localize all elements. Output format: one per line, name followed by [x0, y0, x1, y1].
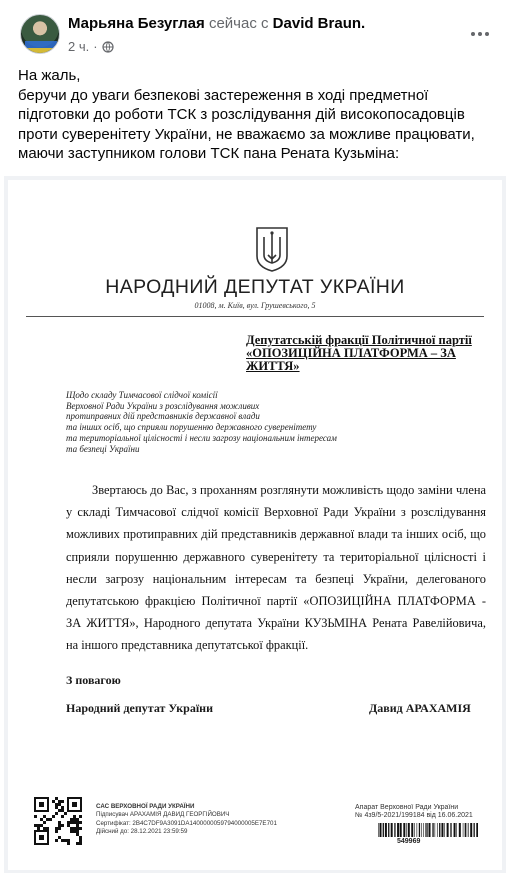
meta-separator: · [93, 39, 98, 54]
signer-name: Давид АРАХАМІЯ [369, 701, 471, 715]
dot-icon [485, 32, 489, 36]
qr-module [55, 806, 58, 809]
post-image[interactable] [4, 176, 506, 873]
flag-frame-icon [25, 41, 57, 54]
letter-body [66, 479, 486, 657]
barcode-bar [394, 823, 395, 837]
qr-module [34, 824, 37, 827]
qr-module [55, 803, 58, 806]
barcode-bar [459, 823, 461, 837]
recipient-line: ЖИТТЯ» [246, 359, 300, 373]
qr-module [64, 812, 67, 815]
qr-module [79, 815, 82, 818]
barcode-bar [441, 823, 443, 837]
barcode-bar [463, 823, 464, 837]
barcode-bar [470, 823, 472, 837]
barcode-bar [444, 823, 445, 837]
qr-module [76, 824, 79, 827]
qr-module [79, 839, 82, 842]
co-author-link[interactable]: David Braun [272, 15, 362, 32]
qr-module [58, 800, 61, 803]
letter-document [8, 180, 502, 870]
qr-module [76, 830, 79, 833]
qr-module [43, 827, 46, 830]
qr-module [55, 839, 58, 842]
signer-role: Народний депутат України [66, 701, 213, 715]
dot-icon [478, 32, 482, 36]
qr-module [61, 809, 64, 812]
barcode-bar [439, 823, 440, 837]
regards: З повагою [66, 673, 121, 687]
subject-line: Щодо складу Тимчасової слідчої комісії [66, 390, 218, 400]
barcode-bar [425, 823, 426, 837]
author-line [68, 15, 365, 32]
qr-module [55, 827, 58, 830]
barcode-bar [397, 823, 399, 837]
qr-module [61, 800, 64, 803]
barcode-bar [450, 823, 451, 837]
qr-module [58, 824, 61, 827]
barcode-bar [468, 823, 469, 837]
qr-module [49, 818, 52, 821]
barcode-bar [406, 823, 407, 837]
qr-module [73, 830, 76, 833]
recipient-block [246, 334, 486, 373]
subject-block [66, 390, 386, 454]
subject-line: Верховної Ради України з розслідування можливих [66, 400, 260, 411]
qr-module [61, 815, 64, 818]
registration-number: № 4з9/5-2021/199184 від 16.06.2021 [355, 812, 473, 820]
barcode-bar [388, 823, 389, 837]
author-name-link[interactable]: Марьяна Безуглая [68, 15, 205, 32]
qr-module [76, 827, 79, 830]
qr-module [73, 818, 76, 821]
barcode-bar [454, 823, 456, 837]
letter-body-text: Звертаюсь до Вас, з проханням розглянути можливість щодо заміни члена у складі Тимчасової слідчої комісії Верховної Ради України з розслідування можливих протиправних дій представників державної влади та інших осіб, що сприяли порушенню державного суверенітету та територіальної цілісності і несли загрозу національним інтересам та безпеці України, делегованого депутатською фракцією Політичної партії «ОПОЗИЦІЙНА ПЛАТФОРМА - ЗА ЖИТТЯ», Народного депутата України КУЗЬМІНА Рената Равелійовича, на іншого представника депутатської фракції. [66, 483, 486, 653]
qr-module [67, 824, 70, 827]
qr-module [73, 821, 76, 824]
qr-module [55, 812, 58, 815]
qr-module [46, 827, 49, 830]
signature-signer: Підписувач АРАХАМІЯ ДАВИД ГЕОРГІЙОВИЧ [96, 811, 230, 819]
trident-icon [254, 225, 290, 273]
qr-module [58, 836, 61, 839]
qr-module [76, 818, 79, 821]
barcode-bar [419, 823, 420, 837]
qr-module [58, 821, 61, 824]
qr-module [43, 821, 46, 824]
qr-module [70, 830, 73, 833]
barcode-bar [383, 823, 384, 837]
barcode-bar [476, 823, 478, 837]
post-timestamp-link[interactable]: 2 ч. [68, 39, 90, 54]
letter-address: 01008, м. Київ, вул. Грушевського, 5 [194, 301, 316, 310]
qr-module [46, 818, 49, 821]
barcode-bar [465, 823, 466, 837]
barcode-bar [456, 823, 457, 837]
barcode-bar [429, 823, 431, 837]
qr-module [52, 815, 55, 818]
registration-block [355, 804, 485, 821]
qr-module [58, 803, 61, 806]
post-header [0, 0, 510, 62]
qr-module [61, 839, 64, 842]
subject-line: протиправних дій представників державної влади [66, 411, 260, 422]
qr-module [79, 842, 82, 845]
qr-module [79, 821, 82, 824]
barcode-bar [408, 823, 410, 837]
post-paragraph: беручи до уваги безпекові застереження в ході предметної підготовки до роботи ТСК з розслідування дій високопосадовців проти суверенітету України, не вважаємо за можливе працювати, маючи заступником голови ТСК пана Рената Кузьміна: [18, 86, 475, 162]
barcode-bar [411, 823, 413, 837]
qr-module [40, 824, 43, 827]
more-options-button[interactable] [466, 20, 494, 48]
qr-module [55, 797, 58, 800]
dot-icon [471, 32, 475, 36]
digital-signature-block [96, 803, 306, 836]
qr-module [40, 818, 43, 821]
barcode-bar [467, 823, 468, 837]
barcode-bar [426, 823, 427, 837]
barcode-bar [421, 823, 422, 837]
barcode-bar [474, 823, 475, 837]
barcode-bar [403, 823, 405, 837]
barcode-bar [435, 823, 436, 837]
barcode-bar [400, 823, 402, 837]
qr-module [64, 839, 67, 842]
qr-module [52, 800, 55, 803]
barcode-bar [380, 823, 382, 837]
qr-module [76, 833, 79, 836]
qr-module [70, 827, 73, 830]
signature-valid-until: Дійсний до: 28.12.2021 23:59:59 [96, 827, 188, 835]
subject-line: та інших осіб, що сприяли порушенню державного суверенітету [66, 422, 317, 433]
qr-module [61, 806, 64, 809]
barcode-bar [385, 823, 387, 837]
qr-module [67, 821, 70, 824]
qr-module [70, 818, 73, 821]
signature-certificate: Сертифікат: 2B4C7DF9A3091DA1400000059794000005E7E701 [96, 819, 277, 827]
qr-module [58, 827, 61, 830]
barcode-bar [414, 823, 415, 837]
recipient-line: «ОПОЗИЦІЙНА ПЛАТФОРМА – ЗА [246, 346, 456, 360]
barcode-bar [432, 823, 433, 837]
subject-line: та територіальної цілісності і несли загрозу національним інтересам [66, 432, 337, 443]
barcode-bar [417, 823, 418, 837]
qr-code-icon [34, 797, 82, 845]
qr-module [73, 815, 76, 818]
barcode-bar [423, 823, 424, 837]
barcode-bar [447, 823, 449, 837]
qr-module [79, 836, 82, 839]
post-paragraph: На жаль, [18, 67, 81, 84]
post-text [18, 66, 498, 164]
qr-module [79, 827, 82, 830]
qr-module [67, 842, 70, 845]
qr-module [73, 827, 76, 830]
barcode-bar [437, 823, 438, 837]
qr-module [61, 824, 64, 827]
qr-module [58, 809, 61, 812]
header-divider [26, 316, 484, 317]
qr-module [70, 821, 73, 824]
subject-line: та безпеці України [66, 443, 140, 454]
qr-module [67, 839, 70, 842]
post-meta [68, 39, 114, 54]
signature-title: САС ВЕРХОВНОЇ РАДИ УКРАЇНИ [96, 803, 195, 810]
barcode-number: 549969 [397, 838, 421, 845]
globe-icon[interactable] [102, 41, 114, 53]
qr-module [37, 827, 40, 830]
qr-module [55, 830, 58, 833]
with-text: сейчас с [208, 15, 269, 32]
barcode-bar [391, 823, 393, 837]
letter-title: НАРОДНИЙ ДЕПУТАТ УКРАЇНИ [105, 276, 405, 298]
qr-module [76, 842, 79, 845]
barcode-bar [378, 823, 379, 837]
author-avatar[interactable] [20, 14, 60, 54]
recipient-line: Депутатській фракції Політичної партії [246, 333, 472, 347]
registration-title: Апарат Верховної Ради України [355, 804, 459, 811]
qr-module [76, 821, 79, 824]
co-author-suffix: . [361, 15, 366, 32]
qr-module [37, 824, 40, 827]
barcode-icon [378, 823, 478, 837]
qr-module [34, 815, 37, 818]
qr-module [43, 815, 46, 818]
